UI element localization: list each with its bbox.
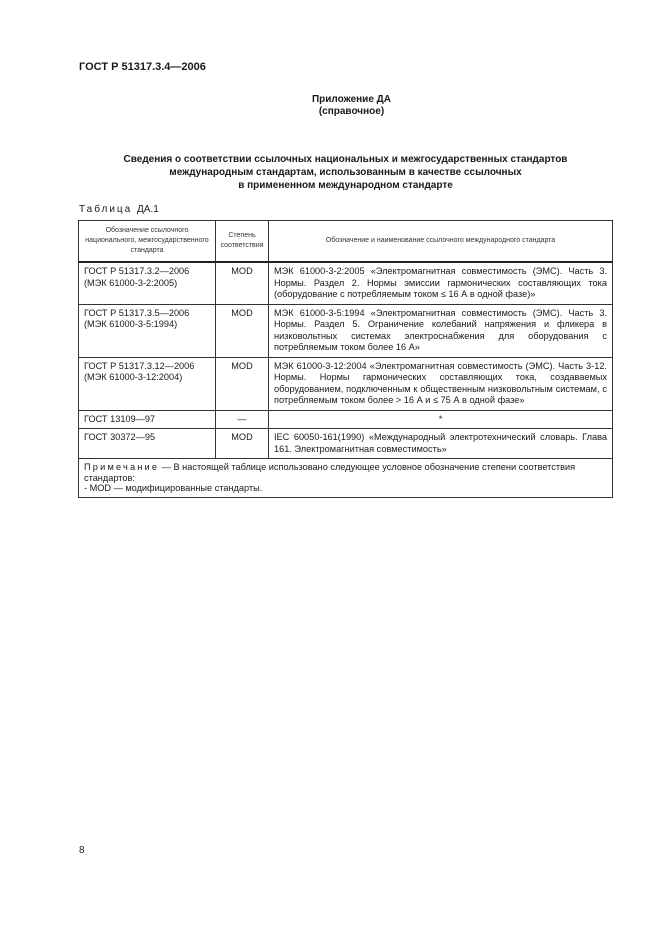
- table-caption-number: ДА.1: [137, 204, 159, 215]
- std-iec-reference: (МЭК 61000-3-5:1994): [84, 319, 178, 329]
- cell-national-standard: [79, 357, 216, 410]
- std-designation: ГОСТ 30372—95: [84, 432, 156, 442]
- section-title-line-2: международным стандартам, использованным в качестве ссылочных: [169, 167, 522, 178]
- cell-national-standard: [79, 410, 216, 429]
- std-designation: ГОСТ Р 51317.3.12—2006: [84, 360, 195, 371]
- table-row: [79, 262, 613, 304]
- cell-degree: MOD: [216, 357, 269, 410]
- cell-degree: MOD: [216, 304, 269, 357]
- cell-national-standard: [79, 304, 216, 357]
- correspondence-table: [78, 220, 613, 498]
- cell-national-standard: [79, 262, 216, 304]
- cell-international-standard: МЭК 61000-3-2:2005 «Электромагнитная совместимость (ЭМС). Часть 3. Нормы. Раздел 2. Нормы эмиссии гармонических составляющих тока (оборудование с потребляемым током ≤ 16 А в одной фазе)»: [269, 262, 613, 304]
- appendix-title: Приложение ДА: [311, 94, 392, 105]
- section-title-line-3: в примененном международном стандарте: [238, 180, 453, 191]
- table-row: [79, 429, 613, 459]
- std-designation: ГОСТ Р 51317.3.5—2006: [84, 307, 190, 318]
- table-header-row: [79, 221, 613, 263]
- note-item: - MOD — модифицированные стандарты.: [84, 483, 263, 493]
- appendix-subtitle: (справочное): [318, 106, 385, 117]
- section-title-line-1: Сведения о соответствии ссылочных национальных и межгосударственных стандартов: [123, 154, 568, 165]
- std-designation: ГОСТ Р 51317.3.2—2006: [84, 266, 190, 276]
- cell-international-standard: IEC 60050-161(1990) «Международный электротехнический словарь. Глава 161. Электромагнитная совместимость»: [269, 429, 613, 459]
- std-iec-reference: (МЭК 61000-3-12:2004): [84, 372, 183, 382]
- table-note: [79, 459, 613, 498]
- std-iec-reference: (МЭК 61000-3-2:2005): [84, 277, 178, 288]
- header-international-standard: Обозначение и наименование ссылочного международного стандарта: [269, 221, 613, 263]
- document-code: ГОСТ Р 51317.3.4—2006: [79, 61, 206, 73]
- std-designation: ГОСТ 13109—97: [84, 413, 156, 424]
- section-title: [79, 153, 612, 192]
- table-caption-word: Таблица: [79, 204, 133, 215]
- table-row: [79, 357, 613, 410]
- cell-national-standard: [79, 429, 216, 459]
- table-note-row: [79, 459, 613, 498]
- header-national-standard: Обозначение ссылочного национального, межгосударственного стандарта: [79, 221, 216, 263]
- page-number: 8: [79, 845, 85, 856]
- cell-international-standard: МЭК 61000-3-12:2004 «Электромагнитная совместимость (ЭМС). Часть 3-12. Нормы. Нормы гармонических составляющих тока, создаваемых оборудованием, подключенным к общественным низковольтным системам, с потребляемым током более > 16 А и ≤ 75 А в одной фазе»: [269, 357, 613, 410]
- table-row: [79, 410, 613, 429]
- cell-international-standard: *: [269, 410, 613, 429]
- cell-degree: MOD: [216, 262, 269, 304]
- header-degree: Степень соответствия: [216, 221, 269, 263]
- appendix-heading: [0, 94, 661, 118]
- table-caption: [79, 204, 159, 215]
- table-row: [79, 304, 613, 357]
- cell-international-standard: МЭК 61000-3-5:1994 «Электромагнитная совместимость (ЭМС). Часть 3. Нормы. Раздел 5. Ограничение колебаний напряжения и фликера в низковольтных системах электроснабжения для оборудования с потребляемым током более 16 А»: [269, 304, 613, 357]
- cell-degree: MOD: [216, 429, 269, 459]
- note-label: Примечание: [84, 462, 160, 472]
- note-text: — В настоящей таблице использовано следующее условное обозначение степени соответствия стандартов:: [84, 462, 576, 483]
- cell-degree: —: [216, 410, 269, 429]
